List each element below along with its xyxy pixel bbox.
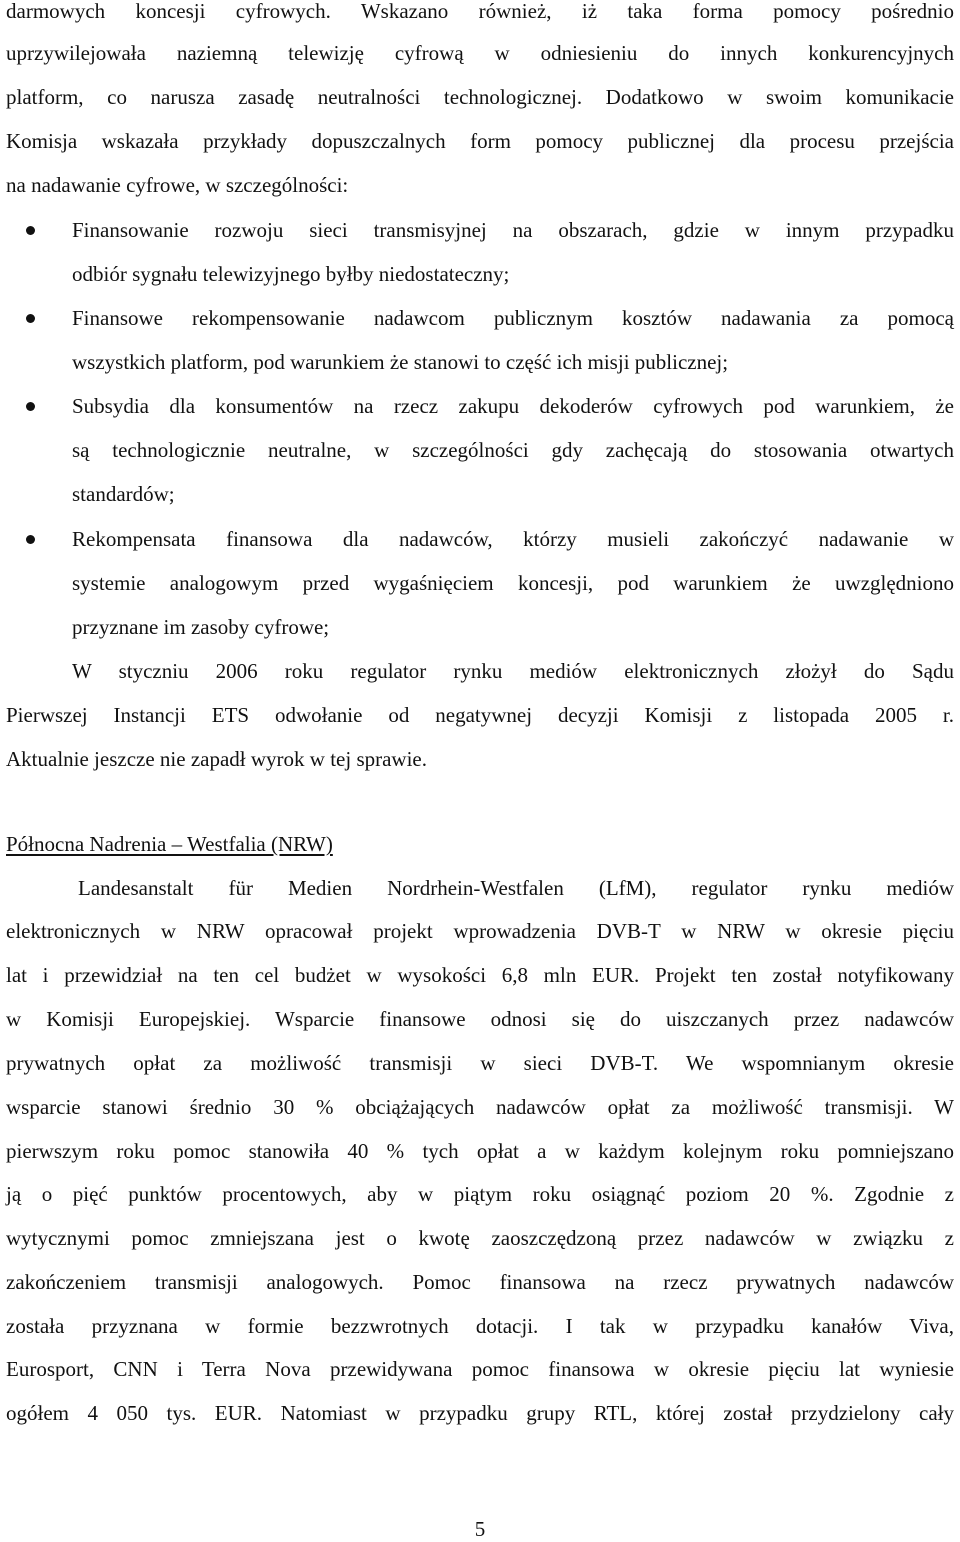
- text-line: ogółem 4 050 tys. EUR. Natomiast w przypadku grupy RTL, której został przydzielony cały: [6, 1401, 954, 1425]
- text-line: Rekompensata finansowa dla nadawców, którzy musieli zakończyć nadawanie w: [72, 527, 954, 551]
- text-line: Finansowanie rozwoju sieci transmisyjnej na obszarach, gdzie w innym przypadku: [72, 218, 954, 242]
- text-line: standardów;: [72, 482, 175, 506]
- text-line: w Komisji Europejskiej. Wsparcie finansowe odnosi się do uiszczanych przez nadawców: [6, 1007, 954, 1031]
- text-line: Eurosport, CNN i Terra Nova przewidywana pomoc finansowa w okresie pięciu lat wyniesie: [6, 1357, 954, 1381]
- text-line: Finansowe rekompensowanie nadawcom publicznym kosztów nadawania za pomocą: [72, 306, 954, 330]
- bullet-icon: [26, 226, 35, 235]
- text-line: uprzywilejowała naziemną telewizję cyfrową w odniesieniu do innych konkurencyjnych: [6, 41, 954, 65]
- text-line: Subsydia dla konsumentów na rzecz zakupu dekoderów cyfrowych pod warunkiem, że: [72, 394, 954, 418]
- text-line: przyznane im zasoby cyfrowe;: [72, 615, 330, 639]
- text-line: wszystkich platform, pod warunkiem że stanowi to część ich misji publicznej;: [72, 350, 729, 374]
- text-line: darmowych koncesji cyfrowych. Wskazano również, iż taka forma pomocy pośrednio: [6, 0, 954, 23]
- text-line: platform, co narusza zasadę neutralności technologicznej. Dodatkowo w swoim komunikacie: [6, 85, 954, 109]
- text-line: Aktualnie jeszcze nie zapadł wyrok w tej sprawie.: [6, 747, 427, 771]
- text-line: wytycznymi pomoc zmniejszana jest o kwotę zaoszczędzoną przez nadawców w związku z: [6, 1226, 954, 1250]
- text-line: systemie analogowym przed wygaśnięciem koncesji, pod warunkiem że uwzględniono: [72, 571, 954, 595]
- page-number: 5: [474, 1517, 486, 1541]
- text-line: lat i przewidział na ten cel budżet w wysokości 6,8 mln EUR. Projekt ten został notyfikowany: [6, 963, 954, 987]
- bullet-icon: [26, 535, 35, 544]
- text-line: pierwszym roku pomoc stanowiła 40 % tych opłat a w każdym kolejnym roku pomniejszano: [6, 1139, 954, 1163]
- text-line: prywatnych opłat za możliwość transmisji w sieci DVB-T. We wspomnianym okresie: [6, 1051, 954, 1075]
- text-line: zakończeniem transmisji analogowych. Pomoc finansowa na rzecz prywatnych nadawców: [6, 1270, 954, 1294]
- text-line: odbiór sygnału telewizyjnego byłby niedostateczny;: [72, 262, 510, 286]
- text-line: elektronicznych w NRW opracował projekt wprowadzenia DVB-T w NRW w okresie pięciu: [6, 919, 954, 943]
- bullet-icon: [26, 402, 35, 411]
- text-line: Komisja wskazała przykłady dopuszczalnych form pomocy publicznej dla procesu przejścia: [6, 129, 954, 153]
- text-line: została przyznana w formie bezzwrotnych dotacji. I tak w przypadku kanałów Viva,: [6, 1314, 954, 1338]
- text-line: są technologicznie neutralne, w szczególności gdy zachęcają do stosowania otwartych: [72, 438, 954, 462]
- bullet-icon: [26, 314, 35, 323]
- text-line: ją o pięć punktów procentowych, aby w piątym roku osiągnąć poziom 20 %. Zgodnie z: [6, 1182, 954, 1206]
- text-line: Pierwszej Instancji ETS odwołanie od negatywnej decyzji Komisji z listopada 2005 r.: [6, 703, 954, 727]
- text-line: W styczniu 2006 roku regulator rynku mediów elektronicznych złożył do Sądu: [72, 659, 954, 683]
- text-line: wsparcie stanowi średnio 30 % obciążających nadawców opłat za możliwość transmisji. W: [6, 1095, 954, 1119]
- text-line: Landesanstalt für Medien Nordrhein-Westfalen (LfM), regulator rynku mediów: [78, 876, 954, 900]
- text-line: na nadawanie cyfrowe, w szczególności:: [6, 173, 349, 197]
- section-heading: Północna Nadrenia – Westfalia (NRW): [6, 832, 333, 856]
